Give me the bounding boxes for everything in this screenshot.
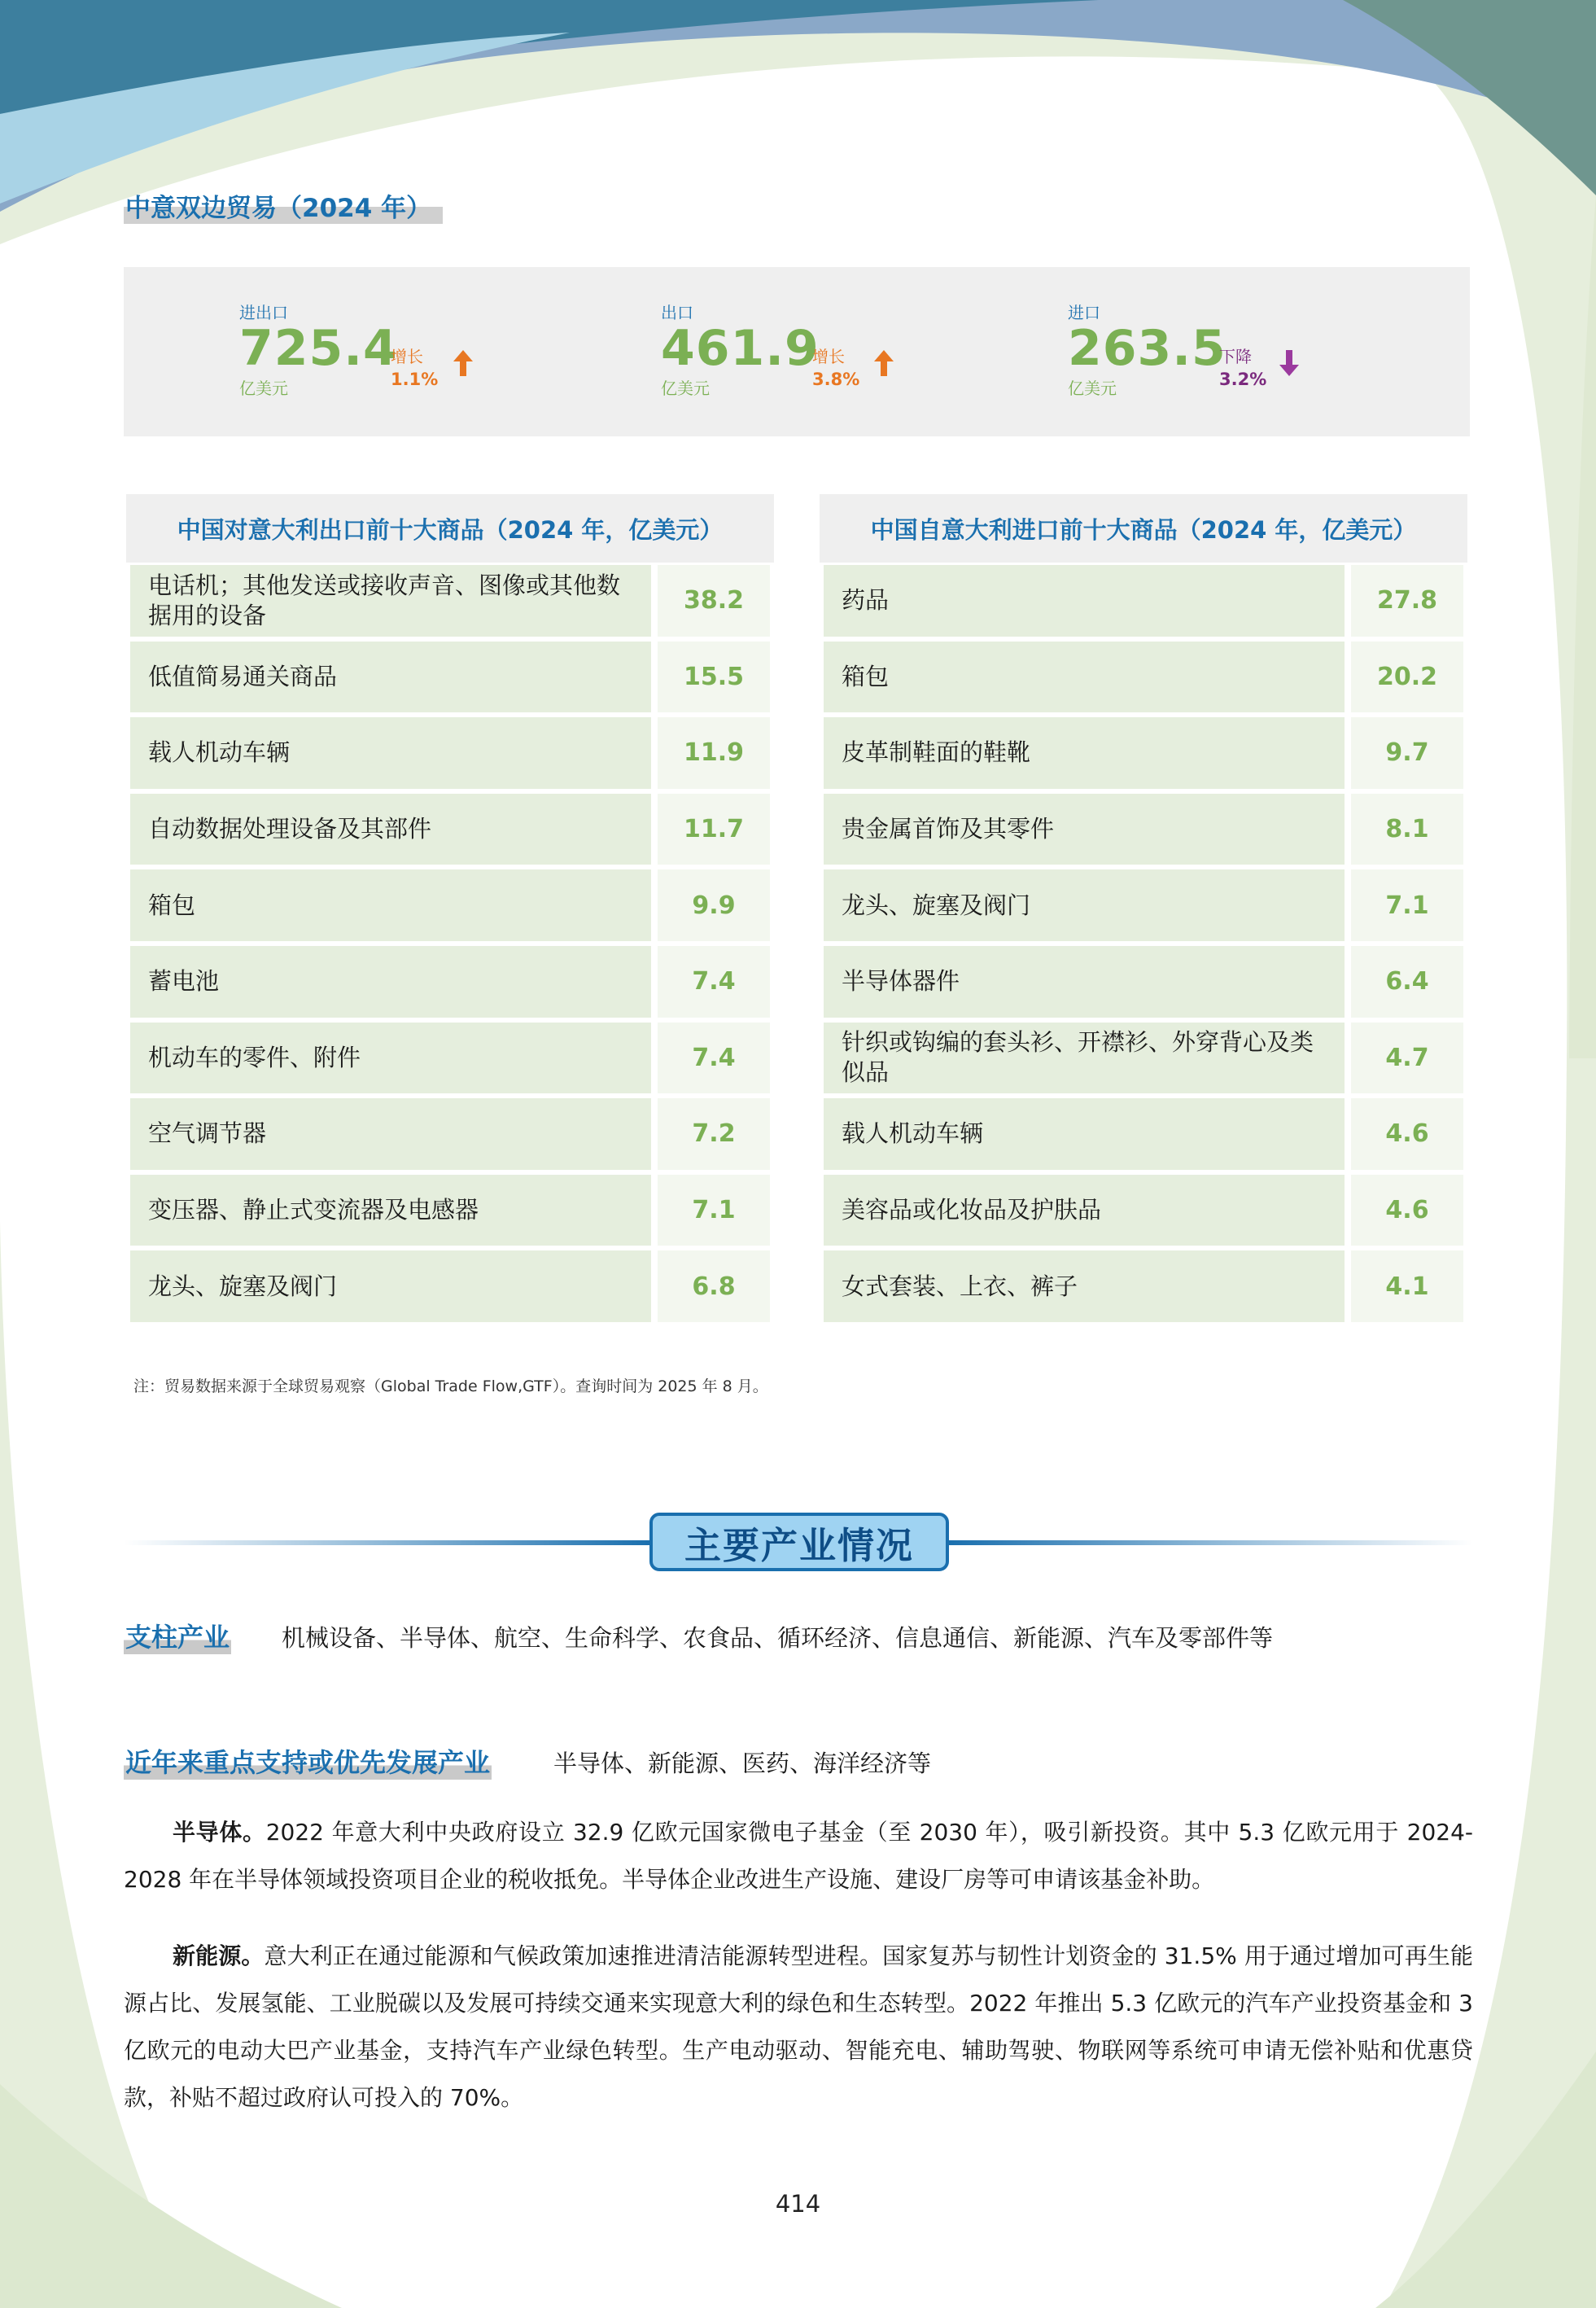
priority-industry-tag: 近年来重点支持或优先发展产业 bbox=[124, 1742, 492, 1780]
export-table-title: 中国对意大利出口前十大商品（2024 年，亿美元） bbox=[124, 492, 776, 565]
commodity-name: 自动数据处理设备及其部件 bbox=[130, 794, 651, 870]
commodity-name: 针织或钩编的套头衫、开襟衫、外穿背心及类似品 bbox=[824, 1023, 1345, 1099]
priority-industry-text: 半导体、新能源、医药、海洋经济等 bbox=[553, 1750, 932, 1777]
stat-export bbox=[661, 300, 820, 399]
commodity-name: 药品 bbox=[824, 565, 1345, 642]
change-value: 1.1% bbox=[391, 370, 439, 389]
commodity-name: 箱包 bbox=[130, 869, 651, 946]
industry-section-banner: 主要产业情况 bbox=[649, 1513, 949, 1571]
commodity-name: 皮革制鞋面的鞋靴 bbox=[824, 717, 1345, 794]
commodity-name: 蓄电池 bbox=[130, 946, 651, 1023]
commodity-value: 15.5 bbox=[658, 642, 770, 718]
pillar-industry-tag: 支柱产业 bbox=[124, 1617, 231, 1654]
table-row bbox=[817, 946, 1470, 1023]
change-label: 下降 bbox=[1219, 347, 1252, 366]
paragraph-lead: 半导体。 bbox=[173, 1819, 266, 1846]
commodity-value: 4.6 bbox=[1351, 1175, 1463, 1251]
commodity-value: 7.4 bbox=[658, 946, 770, 1023]
commodity-name: 载人机动车辆 bbox=[130, 717, 651, 794]
commodity-name: 箱包 bbox=[824, 642, 1345, 718]
table-row bbox=[817, 794, 1470, 870]
trade-summary-box bbox=[124, 267, 1470, 436]
paragraph-semiconductor bbox=[124, 1809, 1473, 1903]
table-row bbox=[817, 1098, 1470, 1175]
export-table-body bbox=[124, 565, 776, 1327]
commodity-name: 低值简易通关商品 bbox=[130, 642, 651, 718]
commodity-name: 载人机动车辆 bbox=[824, 1098, 1345, 1175]
import-table bbox=[817, 492, 1470, 1327]
stat-change-total bbox=[391, 344, 438, 389]
commodity-value: 20.2 bbox=[1351, 642, 1463, 718]
commodity-name: 美容品或化妆品及护肤品 bbox=[824, 1175, 1345, 1251]
table-row bbox=[124, 565, 776, 642]
commodity-value: 11.9 bbox=[658, 717, 770, 794]
commodity-value: 9.7 bbox=[1351, 717, 1463, 794]
stat-value: 461.9 bbox=[661, 320, 820, 377]
stat-unit: 亿美元 bbox=[1068, 379, 1117, 398]
banner-line-right bbox=[946, 1540, 1473, 1545]
stat-unit: 亿美元 bbox=[239, 379, 288, 398]
table-row bbox=[124, 1098, 776, 1175]
table-row bbox=[124, 1250, 776, 1327]
commodity-value: 11.7 bbox=[658, 794, 770, 870]
commodity-value: 6.4 bbox=[1351, 946, 1463, 1023]
import-table-title: 中国自意大利进口前十大商品（2024 年，亿美元） bbox=[817, 492, 1470, 565]
stat-unit: 亿美元 bbox=[661, 379, 710, 398]
table-row bbox=[817, 565, 1470, 642]
stat-label: 进口 bbox=[1068, 303, 1100, 322]
commodity-value: 7.4 bbox=[658, 1023, 770, 1099]
stat-value: 725.4 bbox=[239, 320, 398, 377]
page-number: 414 bbox=[775, 2190, 821, 2218]
export-table bbox=[124, 492, 776, 1327]
stat-import bbox=[1068, 300, 1227, 399]
commodity-name: 龙头、旋塞及阀门 bbox=[130, 1250, 651, 1327]
data-source-note: 注：贸易数据来源于全球贸易观察（Global Trade Flow,GTF）。查询时间为 2025 年 8 月。 bbox=[133, 1377, 768, 1395]
arrow-down-icon bbox=[1278, 348, 1301, 378]
change-value: 3.8% bbox=[812, 370, 860, 389]
import-table-body bbox=[817, 565, 1470, 1327]
table-row bbox=[817, 642, 1470, 718]
commodity-name: 贵金属首饰及其零件 bbox=[824, 794, 1345, 870]
commodity-name: 机动车的零件、附件 bbox=[130, 1023, 651, 1099]
stat-label: 进出口 bbox=[239, 303, 288, 322]
paragraph-body: 意大利正在通过能源和气候政策加速推进清洁能源转型进程。国家复苏与韧性计划资金的 31.5% 用于通过增加可再生能源占比、发展氢能、工业脱碳以及发展可持续交通来实现意大利的绿色和生态转型。2022 年推出 5.3 亿欧元的汽车产业投资基金和 3 亿欧元的电动大巴产业基金，支持汽车产业绿色转型。生产电动驱动、智能充电、辅助驾驶、物联网等系统可申请无偿补贴和优惠贷款，补贴不超过政府认可投入的 70%。 bbox=[124, 1942, 1473, 2111]
stat-value: 263.5 bbox=[1068, 320, 1227, 377]
paragraph-body: 2022 年意大利中央政府设立 32.9 亿欧元国家微电子基金（至 2030 年），吸引新投资。其中 5.3 亿欧元用于 2024-2028 年在半导体领域投资项目企业的税收抵免。半导体企业改进生产设施、建设厂房等可申请该基金补助。 bbox=[124, 1819, 1473, 1893]
change-value: 3.2% bbox=[1219, 370, 1267, 389]
commodity-value: 4.6 bbox=[1351, 1098, 1463, 1175]
table-row bbox=[817, 869, 1470, 946]
commodity-value: 7.2 bbox=[658, 1098, 770, 1175]
paragraph-new-energy bbox=[124, 1933, 1473, 2122]
commodity-value: 4.1 bbox=[1351, 1250, 1463, 1327]
table-row bbox=[124, 794, 776, 870]
arrow-up-icon bbox=[452, 348, 474, 378]
table-row bbox=[124, 1175, 776, 1251]
commodity-value: 7.1 bbox=[1351, 869, 1463, 946]
commodity-name: 变压器、静止式变流器及电感器 bbox=[130, 1175, 651, 1251]
banner-line-left bbox=[124, 1540, 653, 1545]
table-row bbox=[124, 1023, 776, 1099]
table-row bbox=[124, 946, 776, 1023]
table-row bbox=[124, 717, 776, 794]
commodity-name: 电话机；其他发送或接收声音、图像或其他数据用的设备 bbox=[130, 565, 651, 642]
commodity-value: 6.8 bbox=[658, 1250, 770, 1327]
table-row bbox=[124, 869, 776, 946]
commodity-value: 4.7 bbox=[1351, 1023, 1463, 1099]
commodity-value: 7.1 bbox=[658, 1175, 770, 1251]
table-row bbox=[817, 1023, 1470, 1099]
table-row bbox=[124, 642, 776, 718]
commodity-value: 38.2 bbox=[658, 565, 770, 642]
change-label: 增长 bbox=[812, 347, 845, 366]
section-title: 中意双边贸易（2024 年） bbox=[124, 186, 443, 224]
pillar-industry-text: 机械设备、半导体、航空、生命科学、农食品、循环经济、信息通信、新能源、汽车及零部件等 bbox=[282, 1624, 1274, 1652]
stat-total bbox=[239, 300, 398, 399]
arrow-up-icon bbox=[872, 348, 895, 378]
table-row bbox=[817, 1250, 1470, 1327]
commodity-name: 女式套装、上衣、裤子 bbox=[824, 1250, 1345, 1327]
change-label: 增长 bbox=[391, 347, 423, 366]
table-row bbox=[817, 1175, 1470, 1251]
commodity-value: 8.1 bbox=[1351, 794, 1463, 870]
stat-label: 出口 bbox=[661, 303, 693, 322]
commodity-name: 半导体器件 bbox=[824, 946, 1345, 1023]
stat-change-import bbox=[1219, 344, 1266, 389]
commodity-name: 龙头、旋塞及阀门 bbox=[824, 869, 1345, 946]
stat-change-export bbox=[812, 344, 859, 389]
paragraph-lead: 新能源。 bbox=[173, 1942, 265, 1969]
commodity-value: 9.9 bbox=[658, 869, 770, 946]
table-row bbox=[817, 717, 1470, 794]
commodity-name: 空气调节器 bbox=[130, 1098, 651, 1175]
commodity-value: 27.8 bbox=[1351, 565, 1463, 642]
